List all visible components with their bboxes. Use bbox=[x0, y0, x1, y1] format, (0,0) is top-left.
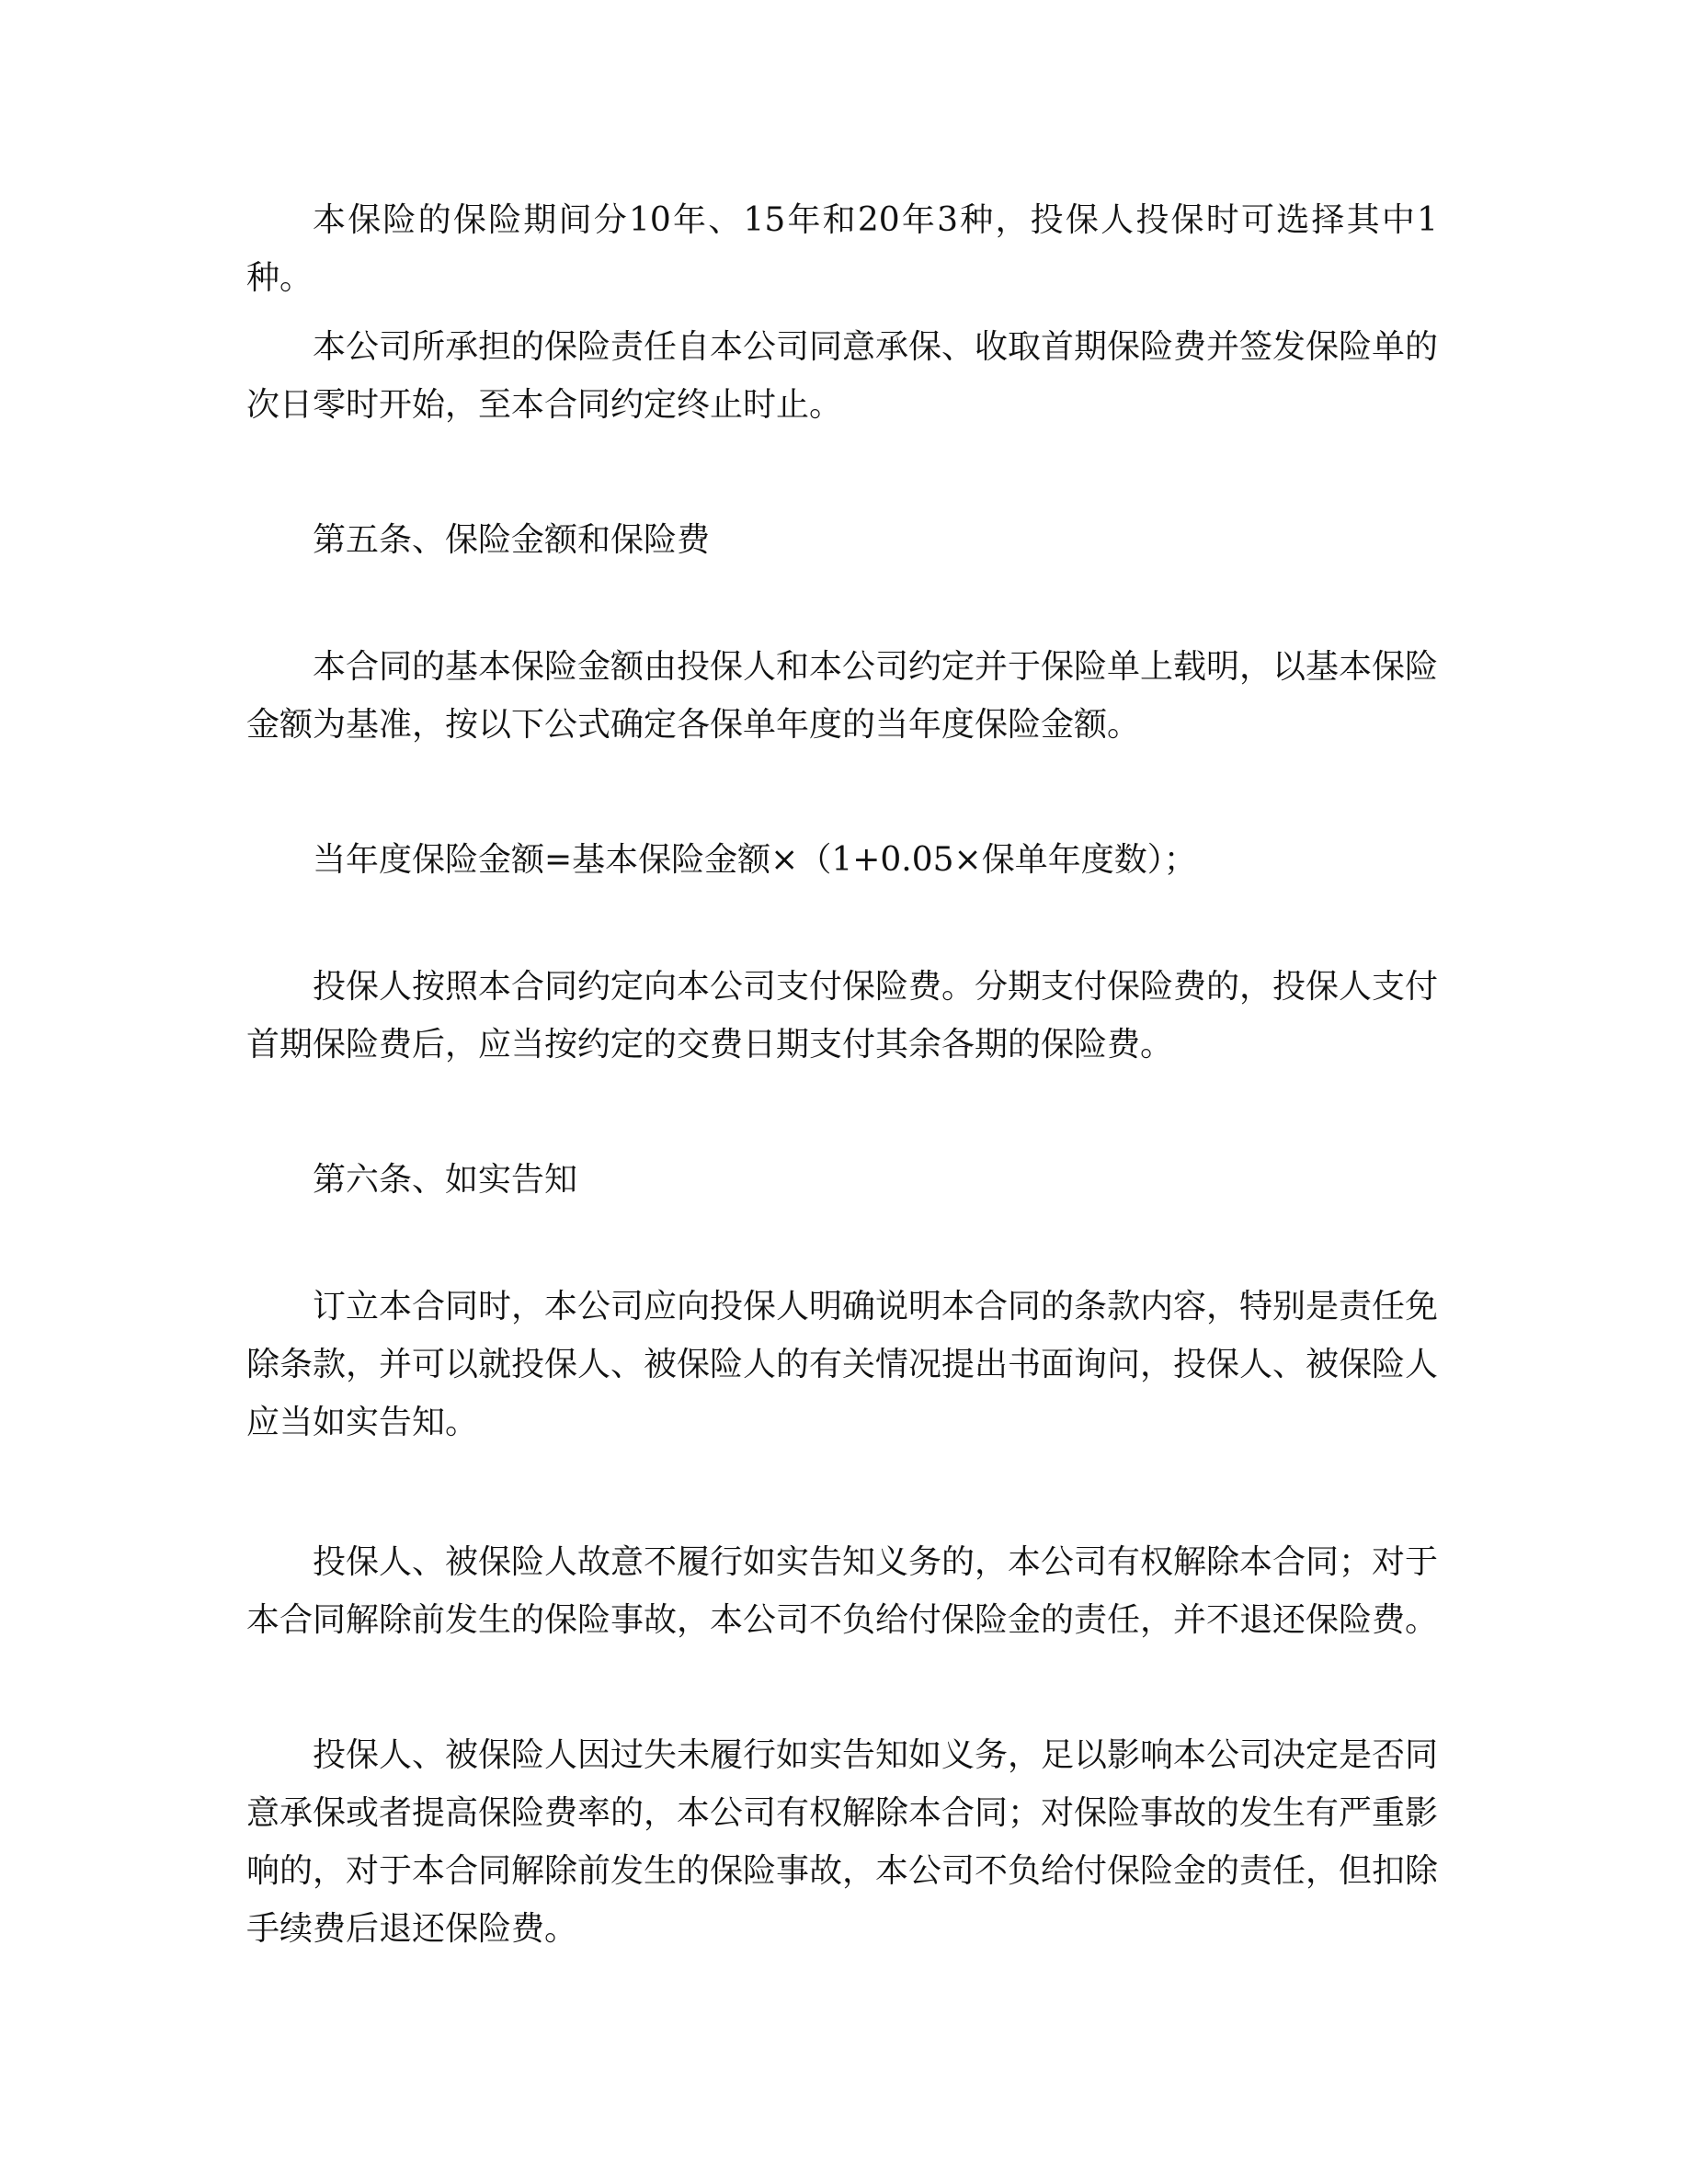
paragraph-disclosure-duty: 订立本合同时，本公司应向投保人明确说明本合同的条款内容，特别是责任免除条款，并可以就投保人、被保险人的有关情况提出书面询问，投保人、被保险人应当如实告知。 bbox=[246, 1288, 1439, 1441]
paragraph-insurance-period: 本保险的保险期间分10年、15年和20年3种，投保人投保时可选择其中1种。 bbox=[246, 201, 1438, 297]
heading-article-6: 第六条、如实告知 bbox=[313, 1161, 578, 1199]
paragraph-basic-sum-insured: 本合同的基本保险金额由投保人和本公司约定并于保险单上载明，以基本保险金额为基准，按以下公式确定各保单年度的当年度保险金额。 bbox=[246, 648, 1439, 744]
heading-article-5: 第五条、保险金额和保险费 bbox=[313, 521, 711, 559]
paragraph-negligent-nondisclosure: 投保人、被保险人因过失未履行如实告知如义务，足以影响本公司决定是否同意承保或者提高保险费率的，本公司有权解除本合同；对保险事故的发生有严重影响的，对于本合同解除前发生的保险事故，本公司不负给付保险金的责任，但扣除手续费后退还保险费。 bbox=[246, 1736, 1439, 1948]
paragraph-intentional-nondisclosure: 投保人、被保险人故意不履行如实告知义务的，本公司有权解除本合同；对于本合同解除前发生的保险事故，本公司不负给付保险金的责任，并不退还保险费。 bbox=[246, 1543, 1439, 1639]
paragraph-premium-payment: 投保人按照本合同约定向本公司支付保险费。分期支付保险费的，投保人支付首期保险费后，应当按约定的交费日期支付其余各期的保险费。 bbox=[246, 968, 1439, 1064]
paragraph-liability-start: 本公司所承担的保险责任自本公司同意承保、收取首期保险费并签发保险单的次日零时开始，至本合同约定终止时止。 bbox=[246, 328, 1439, 424]
paragraph-formula: 当年度保险金额=基本保险金额×（1+0.05×保单年度数）； bbox=[313, 841, 1197, 879]
